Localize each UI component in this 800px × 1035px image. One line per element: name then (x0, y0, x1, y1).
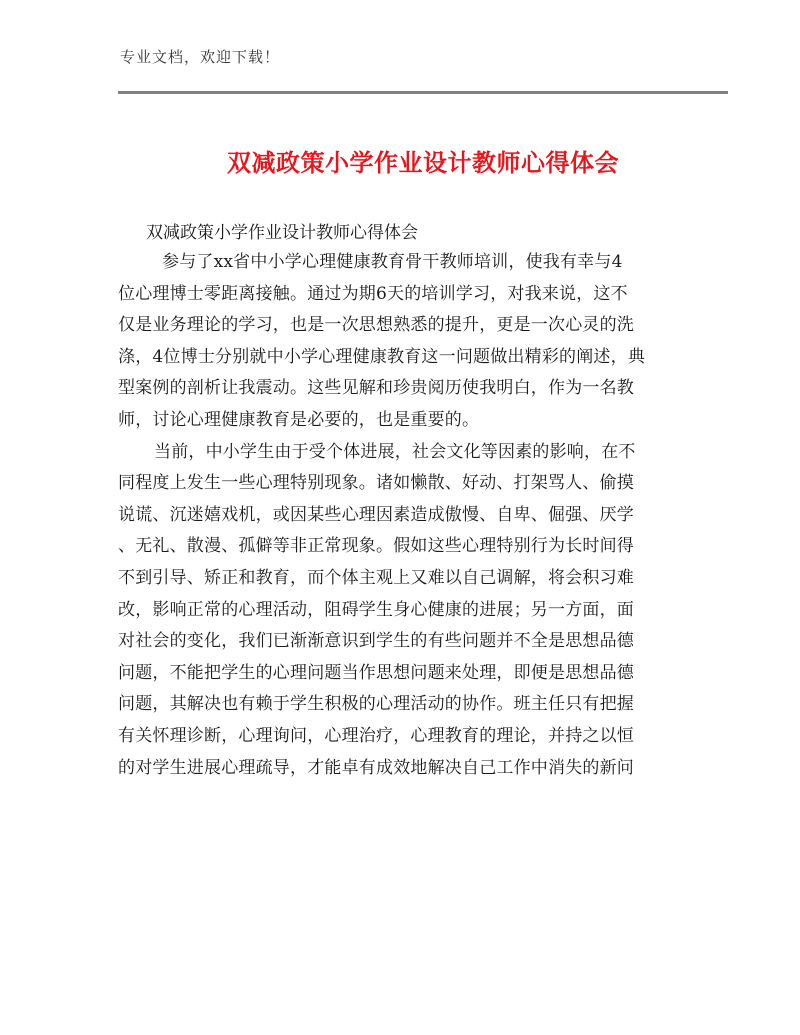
text-line: 位心理博士零距离接触。通过为期6天的培训学习，对我来说，这不 (118, 283, 628, 304)
text-line: 型案例的剖析让我震动。这些见解和珍贵阅历使我明白，作为一名教 (118, 378, 634, 399)
text-line: 不到引导、矫正和教育，而个体主观上又难以自己调解，将会积习难 (118, 567, 634, 588)
text-line: 涤，4位博士分别就中小学心理健康教育这一问题做出精彩的阐述，典 (118, 346, 646, 367)
document-title: 双减政策小学作业设计教师心得体会 (227, 149, 619, 177)
header-divider (118, 91, 728, 94)
text-line: 仅是业务理论的学习，也是一次思想熟悉的提升，更是一次心灵的洗 (118, 315, 634, 336)
text-line: 有关怀理诊断，心理询问，心理治疗，心理教育的理论，并持之以恒 (118, 725, 634, 746)
text-line: 当前，中小学生由于受个体进展，社会文化等因素的影响，在不 (154, 441, 636, 462)
document-subtitle: 双减政策小学作业设计教师心得体会 (146, 223, 418, 243)
text-line: 参与了xx省中小学心理健康教育骨干教师培训，使我有幸与4 (162, 252, 623, 272)
text-line: 说谎、沉迷嬉戏机，或因某些心理因素造成傲慢、自卑、倔强、厌学 (118, 504, 634, 525)
text-line: 、无礼、散漫、孤僻等非正常现象。假如这些心理特别行为长时间得 (118, 536, 634, 557)
text-line: 师，讨论心理健康教育是必要的，也是重要的。 (118, 409, 480, 430)
document-body (118, 219, 678, 784)
text-line: 的对学生进展心理疏导，才能卓有成效地解决自己工作中消失的新问 (118, 757, 634, 778)
text-line: 同程度上发生一些心理特别现象。诸如懒散、好动、打架骂人、偷摸 (118, 473, 634, 494)
text-line: 对社会的变化，我们已渐渐意识到学生的有些问题并不全是思想品德 (118, 631, 634, 652)
text-line: 问题，不能把学生的心理问题当作思想问题来处理，即便是思想品德 (118, 662, 634, 683)
text-line: 问题，其解决也有赖于学生积极的心理活动的协作。班主任只有把握 (118, 694, 634, 715)
text-line: 改，影响正常的心理活动，阻碍学生身心健康的进展；另一方面，面 (118, 599, 634, 620)
paragraph-1 (118, 247, 678, 437)
page-header-text: 专业文档，欢迎下载！ (120, 48, 281, 66)
paragraph-2 (118, 437, 678, 785)
